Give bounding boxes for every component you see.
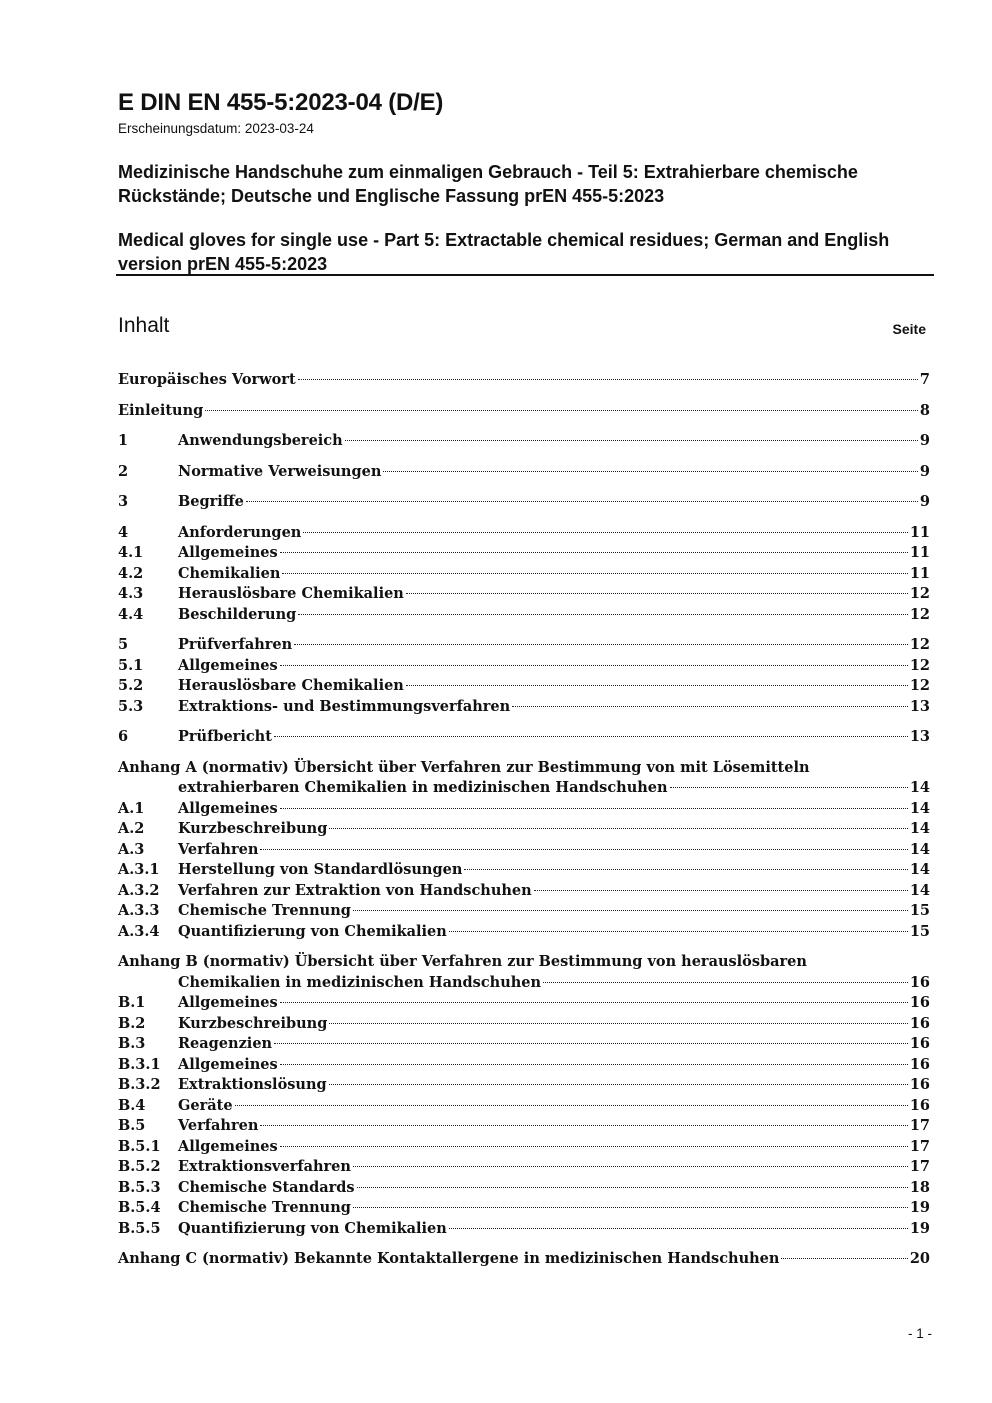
annex-a-heading[interactable]: Anhang A (normativ) Übersicht über Verfahren zur Bestimmung von mit Lösemitteln xyxy=(118,758,810,776)
toc-entry-title: Normative Verweisungen xyxy=(178,462,382,480)
toc-entry-title: Chemische Trennung xyxy=(178,902,351,919)
toc-entry-title: Chemikalien xyxy=(178,564,281,582)
page-column-label: Seite xyxy=(892,321,926,337)
toc-entry-title: Reagenzien xyxy=(178,1035,273,1052)
toc-entry[interactable] xyxy=(118,1096,930,1117)
toc-entry-page: 14 xyxy=(909,861,930,878)
toc-entry-number: 5.1 xyxy=(118,656,144,674)
toc-entry-number: A.3.3 xyxy=(118,902,160,919)
toc-entry-title: Allgemeines xyxy=(178,1137,278,1155)
toc-entry-page: 12 xyxy=(909,605,930,623)
dot-leader xyxy=(329,1084,908,1085)
annex-c-title: Anhang C (normativ) Bekannte Kontaktallergene in medizinischen Handschuhen xyxy=(118,1250,780,1267)
toc-entry-page: 15 xyxy=(909,922,930,940)
toc-entry[interactable] xyxy=(118,860,930,881)
toc-entry[interactable] xyxy=(118,901,930,922)
toc-entry-page: 12 xyxy=(909,636,930,653)
toc-entry-page: 7 xyxy=(919,371,930,388)
toc-entry-number: B.1 xyxy=(118,994,146,1011)
toc-entry[interactable] xyxy=(118,431,930,452)
toc-entry[interactable] xyxy=(118,656,930,677)
toc-entry-page: 13 xyxy=(909,728,930,745)
dot-leader xyxy=(353,1166,908,1167)
toc-entry[interactable] xyxy=(118,881,930,902)
toc-entry-title: Quantifizierung von Chemikalien xyxy=(178,922,447,940)
toc-entry-number: A.3 xyxy=(118,840,145,858)
toc-entry[interactable] xyxy=(118,676,930,697)
dot-leader xyxy=(449,1228,908,1229)
dot-leader xyxy=(406,685,908,686)
toc-entry[interactable] xyxy=(118,564,930,585)
toc-entry-number: 4 xyxy=(118,523,129,541)
toc-entry[interactable] xyxy=(118,1014,930,1035)
dot-leader xyxy=(274,736,908,737)
toc-heading: Inhalt xyxy=(118,314,170,337)
toc-entry[interactable] xyxy=(118,1198,930,1219)
toc-entry-number: 5.3 xyxy=(118,697,144,715)
toc-entry-page: 16 xyxy=(909,1076,930,1093)
toc-entry-page: 16 xyxy=(909,973,930,991)
toc-entry[interactable] xyxy=(118,523,930,544)
toc-entry-title: Allgemeines xyxy=(178,1055,278,1073)
dot-leader xyxy=(303,532,907,533)
toc-entry[interactable] xyxy=(118,462,930,483)
dot-leader xyxy=(246,501,918,502)
toc-entry-title: Herstellung von Standardlösungen xyxy=(178,861,463,878)
toc-entry-title: Quantifizierung von Chemikalien xyxy=(178,1219,447,1237)
toc-entry[interactable] xyxy=(118,973,930,994)
toc-entry-number: B.5.4 xyxy=(118,1199,161,1216)
toc-entry[interactable] xyxy=(118,1219,930,1240)
toc-entry[interactable] xyxy=(118,605,930,626)
toc-entry-number: A.2 xyxy=(118,820,145,837)
toc-entry-page: 14 xyxy=(909,820,930,837)
dot-leader xyxy=(280,808,908,809)
toc-entry[interactable] xyxy=(118,697,930,718)
toc-entry-page: 14 xyxy=(909,799,930,817)
toc-entry-page: 17 xyxy=(909,1158,930,1175)
toc-entry[interactable] xyxy=(118,543,930,564)
toc-entry-title: Kurzbeschreibung xyxy=(178,820,328,837)
dot-leader xyxy=(464,869,907,870)
toc-entry-number: B.5 xyxy=(118,1117,146,1134)
dot-leader xyxy=(512,706,908,707)
document-number: E DIN EN 455-5:2023-04 (D/E) xyxy=(118,89,444,116)
toc-entry[interactable] xyxy=(118,401,930,422)
toc-entry-title: Begriffe xyxy=(178,493,244,510)
dot-leader xyxy=(406,593,908,594)
toc-entry-number: 4.3 xyxy=(118,585,144,602)
toc-entry-title: Geräte xyxy=(178,1096,233,1114)
dot-leader xyxy=(534,890,908,891)
toc-entry[interactable] xyxy=(118,1178,930,1199)
dot-leader xyxy=(383,471,918,472)
dot-leader xyxy=(329,828,907,829)
toc-entry-title: Allgemeines xyxy=(178,656,278,674)
toc-entry-page: 17 xyxy=(909,1117,930,1134)
toc-entry-page: 12 xyxy=(909,677,930,694)
toc-entry[interactable] xyxy=(118,370,930,391)
toc-entry[interactable] xyxy=(118,778,930,799)
toc-entry-number: B.5.1 xyxy=(118,1137,161,1155)
toc-entry-number: 4.2 xyxy=(118,564,144,582)
toc-entry-page: 14 xyxy=(909,881,930,899)
toc-entry-page: 12 xyxy=(909,585,930,602)
toc-entry-title: Verfahren xyxy=(178,1117,259,1134)
toc-entry-title: Prüfverfahren xyxy=(178,636,293,653)
toc-entry-number: B.3 xyxy=(118,1035,146,1052)
toc-entry-title: Allgemeines xyxy=(178,994,278,1011)
dot-leader xyxy=(543,982,908,983)
toc-entry-page: 9 xyxy=(919,462,930,480)
toc-entry-number: 4.4 xyxy=(118,605,144,623)
toc-entry[interactable] xyxy=(118,840,930,861)
toc-entry-number: 2 xyxy=(118,462,129,480)
toc-entry-title: Chemische Standards xyxy=(178,1178,355,1196)
toc-entry-number: B.2 xyxy=(118,1014,146,1032)
title-german: Medizinische Handschuhe zum einmaligen Gebrauch - Teil 5: Extrahierbare chemische Rückstände; Deutsche und Englische Fassung prEN 455-5:2023 xyxy=(118,162,858,206)
toc-entry-page: 9 xyxy=(919,432,930,449)
table-of-contents xyxy=(118,370,930,1270)
toc-entry[interactable] xyxy=(118,819,930,840)
dot-leader xyxy=(353,1207,908,1208)
toc-entry-page: 15 xyxy=(909,902,930,919)
dot-leader xyxy=(274,1043,908,1044)
toc-entry[interactable] xyxy=(118,1034,930,1055)
toc-entry[interactable] xyxy=(118,635,930,656)
publication-date: Erscheinungsdatum: 2023-03-24 xyxy=(118,121,314,136)
toc-entry[interactable] xyxy=(118,1157,930,1178)
toc-entry-page: 18 xyxy=(909,1178,930,1196)
toc-entry[interactable] xyxy=(118,1075,930,1096)
toc-entry-number: B.4 xyxy=(118,1096,146,1114)
toc-entry-title: Herauslösbare Chemikalien xyxy=(178,677,404,694)
toc-entry-number: 5 xyxy=(118,636,129,653)
toc-entry-page: 16 xyxy=(909,1055,930,1073)
toc-entry-title: Beschilderung xyxy=(178,605,297,623)
toc-entry-number: 4.1 xyxy=(118,544,144,561)
toc-entry-number: B.3.1 xyxy=(118,1055,161,1073)
toc-entry-page: 16 xyxy=(909,1035,930,1052)
toc-entry-page: 17 xyxy=(909,1137,930,1155)
toc-entry-page: 16 xyxy=(909,1014,930,1032)
dot-leader xyxy=(260,1125,907,1126)
toc-entry-number: 5.2 xyxy=(118,677,144,694)
toc-entry[interactable] xyxy=(118,727,930,748)
toc-entry-number: 6 xyxy=(118,728,129,745)
toc-entry-title: Extraktions- und Bestimmungsverfahren xyxy=(178,697,511,715)
toc-entry-page: 20 xyxy=(909,1250,930,1267)
header-divider xyxy=(116,274,934,276)
dot-leader xyxy=(449,931,908,932)
toc-entry[interactable] xyxy=(118,584,930,605)
toc-entry-page: 19 xyxy=(909,1199,930,1216)
toc-entry-page: 9 xyxy=(919,493,930,510)
dot-leader xyxy=(280,1002,908,1003)
toc-entry-page: 14 xyxy=(909,840,930,858)
annex-a-continuation: extrahierbaren Chemikalien in medizinischen Handschuhen xyxy=(178,779,668,796)
toc-entry-title: Herauslösbare Chemikalien xyxy=(178,585,404,602)
toc-entry-number: A.3.2 xyxy=(118,881,160,899)
dot-leader xyxy=(329,1023,907,1024)
dot-leader xyxy=(670,787,908,788)
toc-entry[interactable] xyxy=(118,922,930,943)
dot-leader xyxy=(280,1146,908,1147)
toc-entry-number: B.5.2 xyxy=(118,1158,161,1175)
toc-entry[interactable] xyxy=(118,799,930,820)
toc-entry-title: Verfahren zur Extraktion von Handschuhen xyxy=(178,881,532,899)
dot-leader xyxy=(280,552,908,553)
toc-entry-number: A.3.1 xyxy=(118,861,160,878)
toc-entry-title: Europäisches Vorwort xyxy=(118,371,296,388)
toc-entry-page: 13 xyxy=(909,697,930,715)
dot-leader xyxy=(235,1105,908,1106)
title-english: Medical gloves for single use - Part 5: Extractable chemical residues; German and English version prEN 455-5:2023 xyxy=(118,230,890,274)
toc-entry-number: 3 xyxy=(118,493,129,510)
dot-leader xyxy=(280,665,908,666)
toc-entry[interactable] xyxy=(118,492,930,513)
toc-entry-page: 16 xyxy=(909,1096,930,1114)
annex-b-continuation: Chemikalien in medizinischen Handschuhen xyxy=(178,973,542,991)
toc-entry-number: B.3.2 xyxy=(118,1076,161,1093)
page-number: - 1 - xyxy=(907,1326,932,1341)
dot-leader xyxy=(294,644,908,645)
toc-entry-title: Verfahren xyxy=(178,840,259,858)
toc-entry-page: 16 xyxy=(909,994,930,1011)
toc-entry-title: Anforderungen xyxy=(178,523,302,541)
toc-entry-number: B.5.3 xyxy=(118,1178,161,1196)
toc-entry-title: Chemische Trennung xyxy=(178,1199,351,1216)
dot-leader xyxy=(298,614,908,615)
toc-entry-title: Prüfbericht xyxy=(178,728,272,745)
toc-entry-title: Allgemeines xyxy=(178,799,278,817)
dot-leader xyxy=(353,910,908,911)
toc-entry[interactable] xyxy=(118,1055,930,1076)
toc-entry-page: 14 xyxy=(909,779,930,796)
dot-leader xyxy=(260,849,907,850)
dot-leader xyxy=(781,1258,907,1259)
toc-entry[interactable] xyxy=(118,1249,930,1270)
toc-entry-page: 8 xyxy=(919,401,930,419)
toc-entry-page: 11 xyxy=(909,544,930,561)
toc-entry-number: A.3.4 xyxy=(118,922,160,940)
toc-entry-page: 12 xyxy=(909,656,930,674)
toc-entry-number: 1 xyxy=(118,432,129,449)
toc-entry[interactable] xyxy=(118,1137,930,1158)
toc-entry-title: Allgemeines xyxy=(178,544,278,561)
dot-leader xyxy=(205,410,918,411)
toc-entry-number: A.1 xyxy=(118,799,145,817)
toc-entry-title: Anwendungsbereich xyxy=(178,432,343,449)
toc-entry-page: 11 xyxy=(909,564,930,582)
toc-entry[interactable] xyxy=(118,1116,930,1137)
toc-entry-title: Extraktionslösung xyxy=(178,1076,327,1093)
dot-leader xyxy=(345,440,918,441)
dot-leader xyxy=(280,1064,908,1065)
toc-entry-title: Einleitung xyxy=(118,401,204,419)
dot-leader xyxy=(298,379,918,380)
toc-entry[interactable] xyxy=(118,993,930,1014)
dot-leader xyxy=(282,573,907,574)
annex-b-heading[interactable]: Anhang B (normativ) Übersicht über Verfahren zur Bestimmung von herauslösbaren xyxy=(118,953,807,970)
toc-entry-page: 11 xyxy=(909,523,930,541)
toc-entry-number: B.5.5 xyxy=(118,1219,161,1237)
toc-entry-title: Kurzbeschreibung xyxy=(178,1014,328,1032)
toc-entry-page: 19 xyxy=(909,1219,930,1237)
toc-entry-title: Extraktionsverfahren xyxy=(178,1158,351,1175)
dot-leader xyxy=(357,1187,908,1188)
